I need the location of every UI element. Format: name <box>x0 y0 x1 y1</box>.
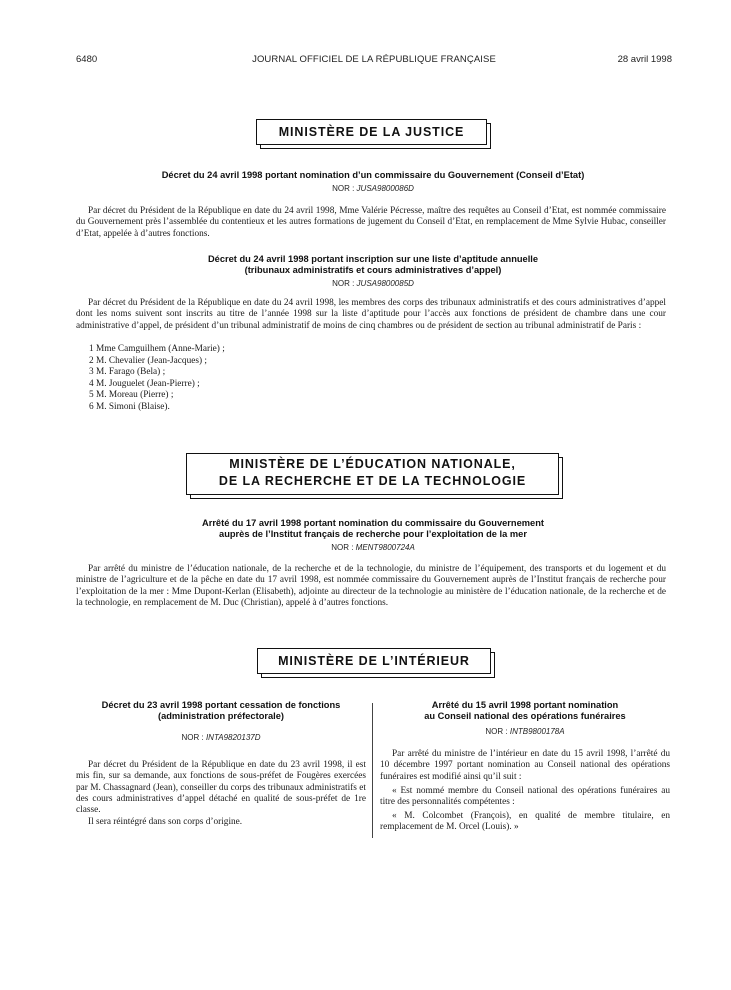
list-item: 5 M. Moreau (Pierre) ; <box>89 390 174 401</box>
aptitude-list <box>89 344 389 414</box>
list-item: 6 M. Simoni (Blaise). <box>89 401 170 412</box>
ministry-education-heading: MINISTÈRE DE L’ÉDUCATION NATIONALE, DE LA RECHERCHE ET DE LA TECHNOLOGIE <box>186 453 559 495</box>
list-item: 1 Mme Camguilhem (Anne-Marie) ; <box>89 344 225 354</box>
decret-cessation-nor: NOR : INTA9820137D <box>181 733 261 742</box>
arrete-cnof-nor: NOR : INTB9800178A <box>485 727 565 736</box>
arrete-ifremer-title: Arrêté du 17 avril 1998 portant nomination du commissaire du Gouvernement auprès de l’Institut français de recherche pour l’exploitation de la mer <box>201 518 544 539</box>
arrete-ifremer-nor: NOR : MENT9800724A <box>331 543 415 552</box>
decret-commissaire-body: Par décret du Président de la République en date du 24 avril 1998, Mme Valérie Pécresse, maître des requêtes au Conseil d’Etat, est nommée commissaire du Gouvernement près l’assemblée du contentieux et les autres formations de jugement du Conseil d’Etat, en remplacement de Mme Sylvie Hubac, conseiller d’Etat, appelée à d’autres fonctions. <box>76 206 666 239</box>
decret-cessation-title: Décret du 23 avril 1998 portant cessation de fonctions (administration préfectorale) <box>101 700 341 721</box>
decret-liste-aptitude-body: Par décret du Président de la République en date du 24 avril 1998, les membres des corps des tribunaux administratifs et des cours administratives d’appel dont les noms suivent sont inscrits au titre de l’année 1998 sur la liste d’aptitude pour l’accès aux fonctions de président de chambre dans une cour administrative d’appel, de président d’un tribunal administratif de moins de cinq chambres ou de président de section au tribunal administratif de Paris : <box>76 298 666 331</box>
issue-date: 28 avril 1998 <box>617 54 672 65</box>
column-divider <box>372 703 373 838</box>
decret-cessation-reintegration: Il sera réintégré dans son corps d’origine. <box>88 817 243 827</box>
list-item: 3 M. Farago (Bela) ; <box>89 367 166 378</box>
decret-commissaire-nor: NOR : JUSA9800086D <box>332 184 414 193</box>
decret-liste-aptitude-title: Décret du 24 avril 1998 portant inscription sur une liste d’aptitude annuelle (tribunaux administratifs et cours administratives d’appel) <box>207 254 539 275</box>
arrete-cnof-nomination: « Est nommé membre du Conseil national des opérations funéraires au titre des personnalités compétentes : <box>380 786 670 808</box>
journal-title: JOURNAL OFFICIEL DE LA RÉPUBLIQUE FRANÇAISE <box>252 54 496 65</box>
list-item: 2 M. Chevalier (Jean-Jacques) ; <box>89 355 207 366</box>
page-number: 6480 <box>76 54 98 65</box>
arrete-cnof-title: Arrêté du 15 avril 1998 portant nomination au Conseil national des opérations funéraires <box>424 700 626 721</box>
decret-commissaire-title: Décret du 24 avril 1998 portant nomination d’un commissaire du Gouvernement (Conseil d’Etat) <box>161 170 585 180</box>
ministry-interieur-heading: MINISTÈRE DE L’INTÉRIEUR <box>257 648 491 674</box>
arrete-cnof-remplacement: « M. Colcombet (François), en qualité de membre titulaire, en remplacement de M. Orcel (Louis). » <box>380 811 670 833</box>
page-header <box>76 54 672 68</box>
decret-liste-aptitude-nor: NOR : JUSA9800085D <box>332 279 414 288</box>
decret-cessation-body: Par décret du Président de la République en date du 23 avril 1998, il est mis fin, sur sa demande, aux fonctions de sous-préfet de Fougères exercées par M. Chassagnard (Jean), conseiller du corps des tribunaux administratifs et des cours administratives d’appel détaché en qualité de sous-préfet de 1re classe. <box>76 760 366 816</box>
arrete-ifremer-body: Par arrêté du ministre de l’éducation nationale, de la recherche et de la technologie, du ministre de l’équipement, des transports et du logement et du ministre de l’agriculture et de la pêche en date du 17 avril 1998, est nommée commissaire du Gouvernement auprès de l’Institut français de recherche pour l’exploitation de la mer : Mme Dupont-Kerlan (Elisabeth), adjointe au directeur de la technologie au ministère de l’éducation nationale, de la recherche et de la technologie, en remplacement de M. Duc (Christian), appelé à d’autres fonctions. <box>76 564 666 608</box>
arrete-cnof-body: Par arrêté du ministre de l’intérieur en date du 15 avril 1998, l’arrêté du 10 décembre 1997 portant nomination au Conseil national des opérations funéraires est modifié ainsi qu’il suit : <box>380 749 670 782</box>
ministry-justice-heading: MINISTÈRE DE LA JUSTICE <box>256 119 487 145</box>
list-item: 4 M. Jouguelet (Jean-Pierre) ; <box>89 378 200 389</box>
